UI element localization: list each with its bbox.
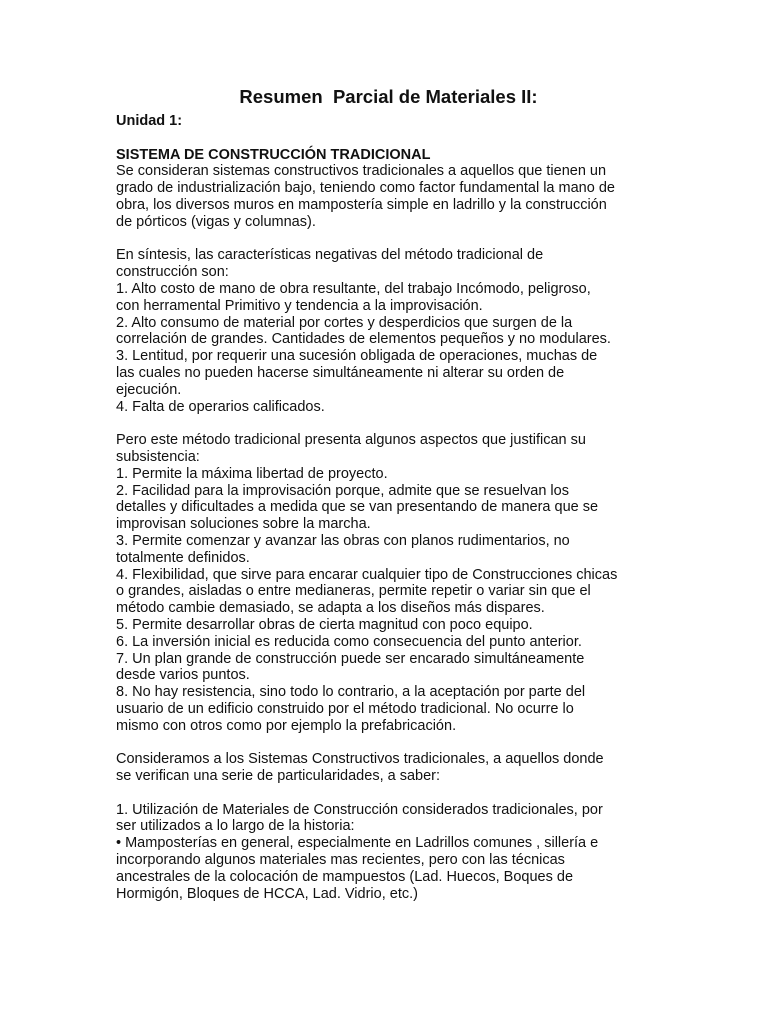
- text-line: ejecución.: [116, 381, 182, 398]
- positives-paragraph: [116, 432, 661, 734]
- text-line: Hormigón, Bloques de HCCA, Lad. Vidrio, etc.): [116, 885, 418, 902]
- spacer: [116, 415, 661, 432]
- list-item: 5. Permite desarrollar obras de cierta magnitud con poco equipo.: [116, 616, 533, 633]
- section-heading: SISTEMA DE CONSTRUCCIÓN TRADICIONAL: [116, 146, 431, 163]
- list-item: 1. Alto costo de mano de obra resultante, del trabajo Incómodo, peligroso,: [116, 280, 591, 297]
- text-line: se verifican una serie de particularidades, a saber:: [116, 768, 441, 785]
- text-line: construcción son:: [116, 264, 229, 281]
- intro-paragraph: [116, 163, 661, 230]
- list-item: 6. La inversión inicial es reducida como consecuencia del punto anterior.: [116, 633, 582, 650]
- document-page: [116, 86, 661, 902]
- spacer: [116, 130, 661, 147]
- list-item: 4. Flexibilidad, que sirve para encarar cualquier tipo de Construcciones chicas: [116, 566, 618, 583]
- text-line: obra, los diversos muros en mampostería simple en ladrillo y la construcción: [116, 196, 607, 213]
- list-item: 3. Lentitud, por requerir una sucesión obligada de operaciones, muchas de: [116, 348, 598, 365]
- spacer: [116, 231, 661, 248]
- spacer: [116, 734, 661, 751]
- document-title: Resumen Parcial de Materiales II:: [239, 86, 538, 107]
- spacer: [116, 785, 661, 802]
- negatives-paragraph: [116, 247, 661, 415]
- text-line: usuario de un edificio construido por el método tradicional. No ocurre lo: [116, 700, 574, 717]
- text-line: subsistencia:: [116, 448, 200, 465]
- text-line: Consideramos a los Sistemas Constructivos tradicionales, a aquellos donde: [116, 751, 604, 768]
- text-line: Pero este método tradicional presenta algunos aspectos que justifican su: [116, 432, 586, 449]
- text-line: ancestrales de la colocación de mampuestos (Lad. Huecos, Boques de: [116, 868, 574, 885]
- materials-paragraph: [116, 802, 661, 903]
- list-item: 1. Utilización de Materiales de Construcción considerados tradicionales, por: [116, 801, 603, 818]
- bullet-item: • Mamposterías en general, especialmente en Ladrillos comunes , sillería e: [116, 835, 599, 852]
- text-line: de pórticos (vigas y columnas).: [116, 213, 316, 230]
- text-line: mismo con otros como por ejemplo la prefabricación.: [116, 717, 457, 734]
- text-line: las cuales no pueden hacerse simultáneamente ni alterar su orden de: [116, 364, 565, 381]
- list-item: 2. Facilidad para la improvisación porque, admite que se resuelvan los: [116, 482, 569, 499]
- text-line: totalmente definidos.: [116, 549, 250, 566]
- text-line: o grandes, aisladas o entre medianeras, permite repetir o variar sin que el: [116, 583, 591, 600]
- list-item: 4. Falta de operarios calificados.: [116, 398, 325, 415]
- text-line: improvisan soluciones sobre la marcha.: [116, 516, 371, 533]
- text-line: En síntesis, las características negativas del método tradicional de: [116, 247, 544, 264]
- text-line: Se consideran sistemas constructivos tradicionales a aquellos que tienen un: [116, 163, 607, 180]
- text-line: ser utilizados a lo largo de la historia:: [116, 818, 355, 835]
- list-item: 3. Permite comenzar y avanzar las obras con planos rudimentarios, no: [116, 532, 570, 549]
- text-line: correlación de grandes. Cantidades de elementos pequeños y no modulares.: [116, 331, 611, 348]
- unit-heading: Unidad 1:: [116, 113, 183, 129]
- text-line: desde varios puntos.: [116, 667, 250, 684]
- particularities-paragraph: [116, 751, 661, 785]
- text-line: incorporando algunos materiales mas recientes, pero con las técnicas: [116, 852, 565, 869]
- list-item: 1. Permite la máxima libertad de proyecto.: [116, 465, 388, 482]
- text-line: con herramental Primitivo y tendencia a la improvisación.: [116, 297, 483, 314]
- text-line: detalles y dificultades a medida que se van presentando de manera que se: [116, 499, 599, 516]
- text-line: grado de industrialización bajo, teniendo como factor fundamental la mano de: [116, 180, 615, 197]
- list-item: 2. Alto consumo de material por cortes y desperdicios que surgen de la: [116, 314, 573, 331]
- text-line: método cambie demasiado, se adapta a los diseños más dispares.: [116, 600, 545, 617]
- list-item: 7. Un plan grande de construcción puede ser encarado simultáneamente: [116, 650, 585, 667]
- list-item: 8. No hay resistencia, sino todo lo contrario, a la aceptación por parte del: [116, 684, 586, 701]
